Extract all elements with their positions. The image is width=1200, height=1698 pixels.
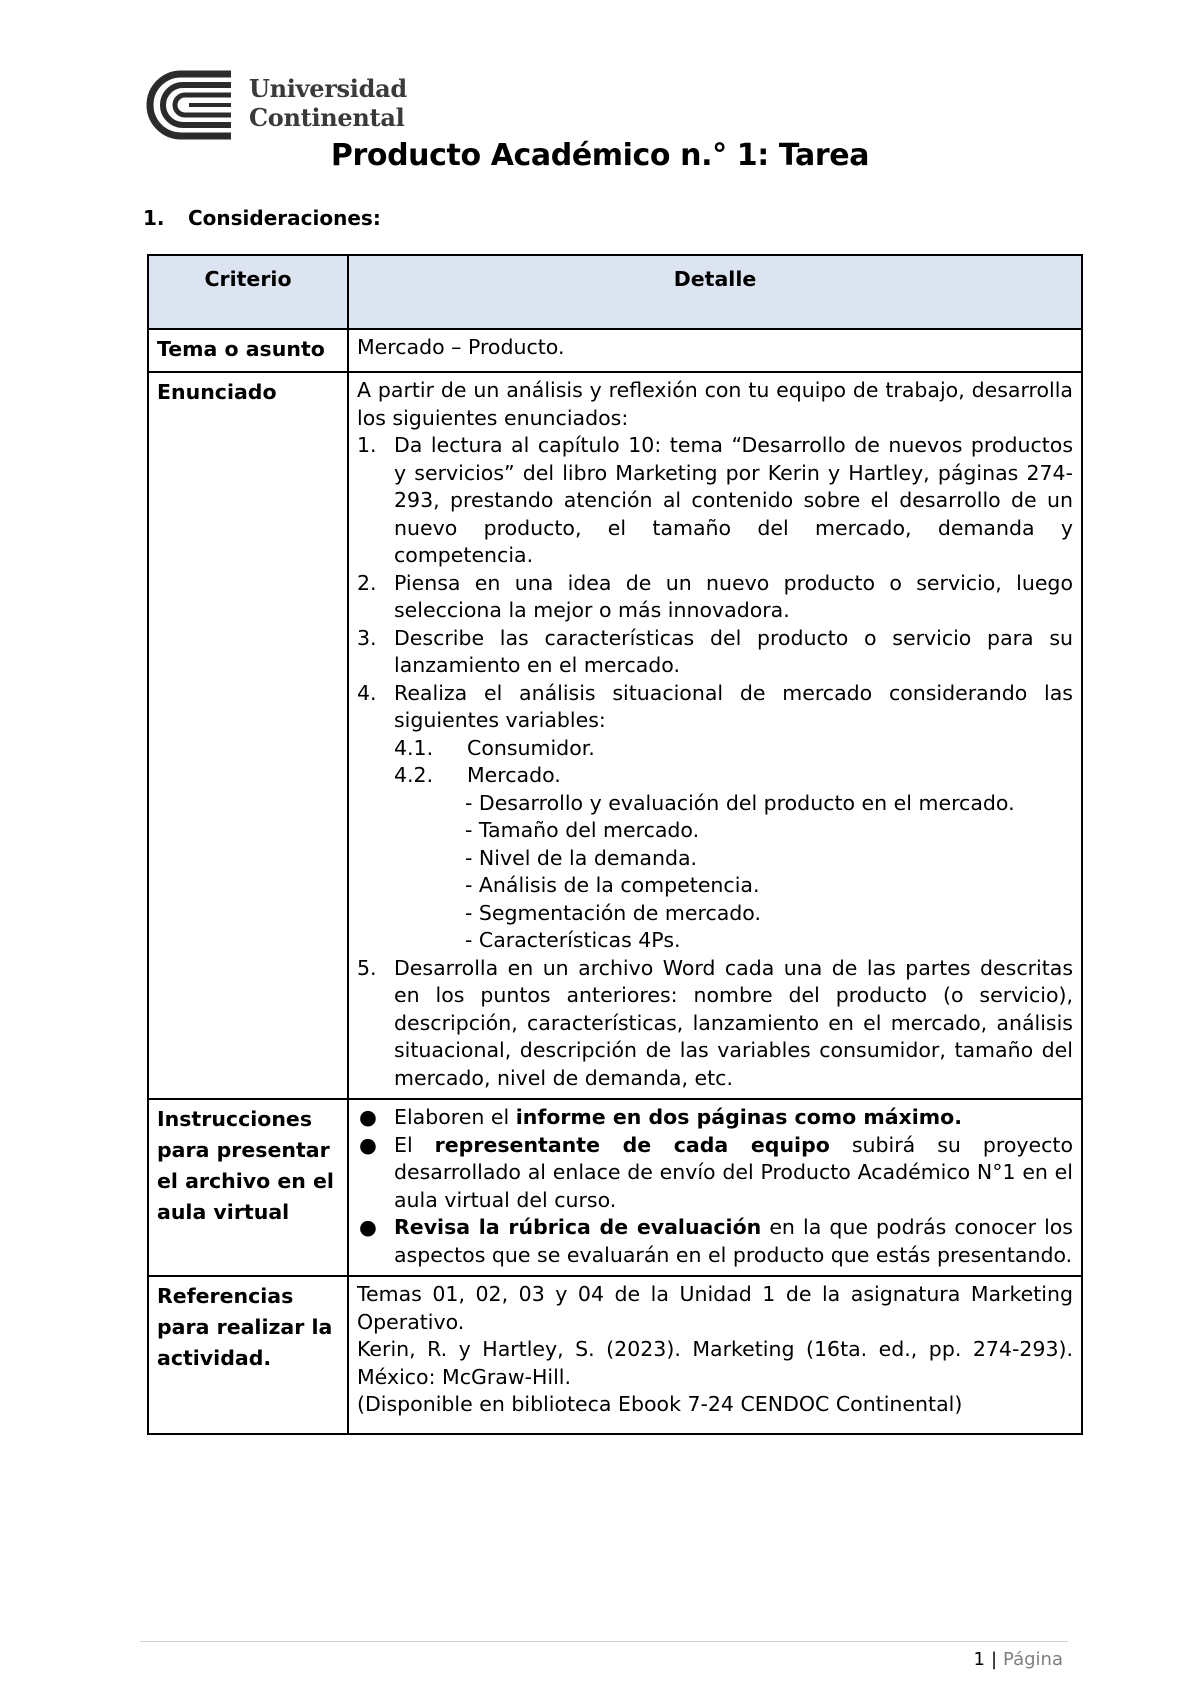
list-item (357, 570, 1073, 625)
page-footer (974, 1649, 1063, 1670)
list-item (357, 955, 1073, 1093)
list-text: Desarrolla en un archivo Word cada una de las partes descritas en los puntos anteriores: nombre del producto (o servicio), descripción, características, lanzamiento en el mercado, análisis situacional, descripción de las variables consumidor, tamaño del mercado, nivel de demanda, etc. (394, 955, 1073, 1090)
sub-list-item (357, 762, 1073, 790)
sub-list-item (357, 735, 1073, 763)
list-number: 2. (357, 570, 377, 595)
bullet-bold-text: representante de cada equipo (434, 1132, 830, 1157)
dash-list-item: - Tamaño del mercado. (465, 818, 700, 842)
header-detalle: Detalle (348, 255, 1082, 329)
list-text: Piensa en una idea de un nuevo producto o servicio, luego selecciona la mejor o más innovadora. (394, 570, 1073, 622)
logo-wordmark (249, 74, 407, 132)
table-header-row (148, 255, 1082, 329)
row-detail-referencias (348, 1276, 1082, 1434)
university-logo (143, 70, 407, 140)
list-number: 3. (357, 625, 377, 650)
bullet-text: en la que podrás conocer los aspectos que se evaluarán en el producto que estás presentando. (394, 1215, 1073, 1267)
bullet-icon: ● (359, 1132, 377, 1157)
bullet-bold-text: informe en dos páginas como máximo. (515, 1105, 963, 1129)
footer-divider (140, 1641, 1068, 1642)
table-row (148, 329, 1082, 372)
bullet-icon: ● (359, 1105, 377, 1129)
page-number: 1 (973, 1649, 985, 1670)
bullet-item (357, 1132, 1073, 1215)
reference-item: (Disponible en biblioteca Ebook 7-24 CENDOC Continental) (357, 1392, 963, 1416)
bullet-item (357, 1104, 1073, 1132)
section-number: 1. (143, 206, 165, 230)
list-number: 1. (357, 433, 377, 457)
bullet-text: Elaboren el (394, 1105, 516, 1129)
bullet-icon: ● (359, 1215, 377, 1239)
list-text: Realiza el análisis situacional de mercado considerando las siguientes variables: (394, 680, 1073, 732)
list-number: 4. (357, 680, 377, 705)
table-row (148, 372, 1082, 1099)
footer-separator: | (990, 1649, 998, 1670)
table-row (148, 1099, 1082, 1276)
reference-item: Temas 01, 02, 03 y 04 de la Unidad 1 de la asignatura Marketing Operativo. (357, 1282, 1073, 1334)
document-title: Producto Académico n.° 1: Tarea (330, 138, 870, 173)
sub-list-text: Consumidor. (467, 735, 595, 760)
bullet-item (357, 1214, 1073, 1269)
list-item (357, 680, 1073, 735)
list-text: Describe las características del producto o servicio para su lanzamiento en el mercado. (394, 625, 1073, 677)
row-label-referencias: Referencias para realizar la actividad. (148, 1276, 348, 1434)
list-item (357, 432, 1073, 570)
dash-list-item: - Nivel de la demanda. (465, 845, 698, 870)
dash-list-item: - Segmentación de mercado. (465, 900, 761, 925)
dash-list-item: - Desarrollo y evaluación del producto en el mercado. (465, 790, 1015, 815)
row-detail-tema: Mercado – Producto. (348, 329, 1082, 372)
sub-list-number: 4.2. (394, 763, 434, 787)
logo-line-1: Universidad (249, 74, 407, 103)
page-label: Página (1003, 1649, 1063, 1670)
considerations-table (147, 254, 1083, 1435)
list-item (357, 625, 1073, 680)
dash-list-item: - Análisis de la competencia. (465, 873, 760, 897)
sub-list-number: 4.1. (394, 735, 434, 760)
continental-c-logo-icon (143, 70, 239, 140)
row-label-instrucciones: Instrucciones para presentar el archivo en el aula virtual (148, 1099, 348, 1276)
row-detail-enunciado (348, 372, 1082, 1099)
row-label-tema: Tema o asunto (148, 329, 348, 372)
row-detail-instrucciones (348, 1099, 1082, 1276)
enunciado-intro: A partir de un análisis y reflexión con tu equipo de trabajo, desarrolla los siguientes enunciados: (357, 378, 1073, 430)
section-heading (143, 206, 381, 230)
table-row (148, 1276, 1082, 1434)
reference-item: Kerin, R. y Hartley, S. (2023). Marketing (16ta. ed., pp. 274-293). México: McGraw-Hill. (357, 1337, 1073, 1389)
header-criterio: Criterio (148, 255, 348, 329)
section-label: Consideraciones: (188, 206, 381, 230)
list-text: Da lectura al capítulo 10: tema “Desarrollo de nuevos productos y servicios” del libro Marketing por Kerin y Hartley, páginas 274-293, prestando atención al contenido sobre el desarrollo de un nuevo producto, el tamaño del mercado, demanda y competencia. (394, 433, 1073, 567)
row-label-enunciado: Enunciado (148, 372, 348, 1099)
logo-line-2: Continental (249, 103, 405, 132)
list-number: 5. (357, 955, 377, 980)
dash-list-item: - Características 4Ps. (465, 928, 681, 952)
sub-list-text: Mercado. (467, 763, 561, 787)
bullet-bold-text: Revisa la rúbrica de evaluación (394, 1215, 762, 1239)
bullet-text: subirá su proyecto desarrollado al enlace de envío del Producto Académico N°1 en el aula virtual del curso. (394, 1132, 1073, 1212)
bullet-text: El (394, 1132, 435, 1157)
